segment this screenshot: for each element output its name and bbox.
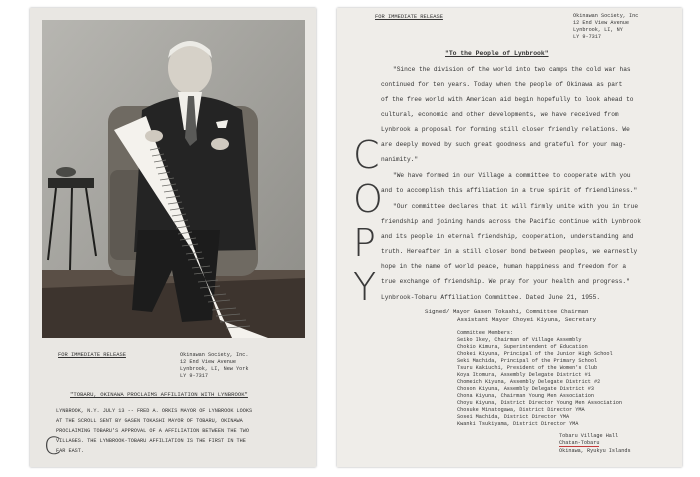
member-5: Tsuru Kakiuchi, President of the Women's Club xyxy=(457,365,598,371)
letter-line-4: cultural, economic and other developments, we have received from xyxy=(381,111,619,118)
left-org-line-1: Okinawan Society, Inc. xyxy=(180,352,249,358)
copy-letter-c: C xyxy=(353,133,380,177)
letter-line-9: and to accomplish this affiliation in a true spirit of friendliness." xyxy=(381,187,638,194)
letter-line-10: "Our committee declares that it will firmly unite with you in true xyxy=(393,203,639,210)
member-3: Chokei Kiyuna, Principal of the Junior High School xyxy=(457,351,613,357)
left-org-line-3: Lynbrook, LI, New York xyxy=(180,366,249,372)
member-6: Koya Itomura, Assembly Delegate District #1 xyxy=(457,372,591,378)
letter-line-7: nanimity." xyxy=(381,156,419,163)
left-org-line-2: 12 End View Avenue xyxy=(180,359,237,365)
committee-label: Committee Members: xyxy=(457,330,514,336)
member-12: Sosei Machida, District Director YMA xyxy=(457,414,570,420)
left-body-line-5: FAR EAST. xyxy=(56,448,85,454)
right-org-line-1: Okinawan Society, Inc xyxy=(573,13,639,19)
member-7: Chomeich Kiyuna, Assembly Delegate District #2 xyxy=(457,379,601,385)
signed-line-2: Assistant Mayor Choyei Kiyuna, Secretary xyxy=(457,316,597,323)
press-photo xyxy=(42,20,305,338)
left-body-line-2: AT THE SCROLL SENT BY GASEN TOKASHI MAYOR OF TOBARU, OKINAWA xyxy=(56,418,243,424)
photo-mayor-reading-scroll xyxy=(42,20,305,338)
letter-copy-sheet xyxy=(337,8,682,467)
letter-title: "To the People of Lynbrook" xyxy=(445,50,549,57)
left-org-line-4: LY 9-7317 xyxy=(180,373,209,379)
left-body-line-1: LYNBROOK, N.Y. JULY 13 -- FRED A. ORKIS MAYOR OF LYNBROOK LOOKS xyxy=(56,408,253,414)
letter-line-1: "Since the division of the world into two camps the cold war has xyxy=(393,66,631,73)
right-org-line-3: Lynbrook, LI, NY xyxy=(573,27,623,33)
right-org-line-4: LY 9-7317 xyxy=(573,34,602,40)
member-11: Chosuke Minatogawa, District Director YMA xyxy=(457,407,585,413)
signed-line-1: Signed/ Mayor Gasen Tokashi, Committee Chairman xyxy=(425,308,589,315)
copy-letter-p: P xyxy=(353,221,376,265)
letter-line-12: and its people in eternal friendship, cooperation, understanding and xyxy=(381,233,634,240)
member-2: Chokio Kimura, Superintendent of Education xyxy=(457,344,588,350)
letter-line-13: truth. Hereafter in a still closer bond between peoples, we earnestly xyxy=(381,248,638,255)
member-1: Seiko Ikey, Chairman of Village Assembly xyxy=(457,337,582,343)
left-headline: "TOBARU, OKINAWA PROCLAIMS AFFILIATION WITH LYNBROOK" xyxy=(70,391,248,398)
left-body-line-4: VILLAGES. THE LYNBROOK-TOBARU AFFILIATION IS THE FIRST IN THE xyxy=(56,438,246,444)
hall-line-1: Tobaru Village Hall xyxy=(559,433,619,439)
hall-line-2: Chatan-Tobaru xyxy=(559,440,600,446)
right-release-label: FOR IMMEDIATE RELEASE xyxy=(375,14,443,20)
member-4: Seki Machida, Principal of the Primary School xyxy=(457,358,598,364)
member-9: Chona Kiyuna, Chairman Young Men Association xyxy=(457,393,594,399)
left-body-line-3: PROCLAIMING TOBARU'S APPROVAL OF A AFFILIATION BETWEEN THE TWO xyxy=(56,428,250,434)
member-8: Choson Kiyuna, Assembly Delegate District #3 xyxy=(457,386,594,392)
letter-line-14: hope in the name of world peace, human happiness and freedom for a xyxy=(381,263,627,270)
letter-line-8: "We have formed in our Village a committee to cooperate with you xyxy=(393,172,631,179)
photo-press-release-sheet xyxy=(30,8,316,467)
letter-line-3: of the free world with American aid begin hopefully to look ahead to xyxy=(381,96,634,103)
letter-line-2: continued for ten years. Today when the people of Okinawa as part xyxy=(381,81,623,88)
hall-line-3: Okinawa, Ryukyu Islands xyxy=(559,448,631,454)
letter-line-16: Lynbrook-Tobaru Affiliation Committee. Dated June 21, 1955. xyxy=(381,294,601,301)
copy-letter-o: O xyxy=(353,177,383,221)
letter-line-5: Lynbrook a proposal for forming still closer friendly relations. We xyxy=(381,126,630,133)
member-10: Choyu Kiyuna, District Director Young Men Association xyxy=(457,400,622,406)
right-org-line-2: 12 End View Avenue xyxy=(573,20,630,26)
left-copy-c-mark: C xyxy=(44,432,61,460)
left-release-label: FOR IMMEDIATE RELEASE xyxy=(58,352,126,358)
letter-line-11: friendship and joining hands across the Pacific continue with Lynbrook xyxy=(381,218,641,225)
letter-line-15: true exchange of friendship. We pray for your health and progress." xyxy=(381,278,630,285)
copy-letter-y: Y xyxy=(353,265,377,309)
letter-line-6: are deeply moved by such great goodness and grateful for your mag- xyxy=(381,141,627,148)
member-13: Kwanki Tsukiyama, District Director YMA xyxy=(457,421,579,427)
